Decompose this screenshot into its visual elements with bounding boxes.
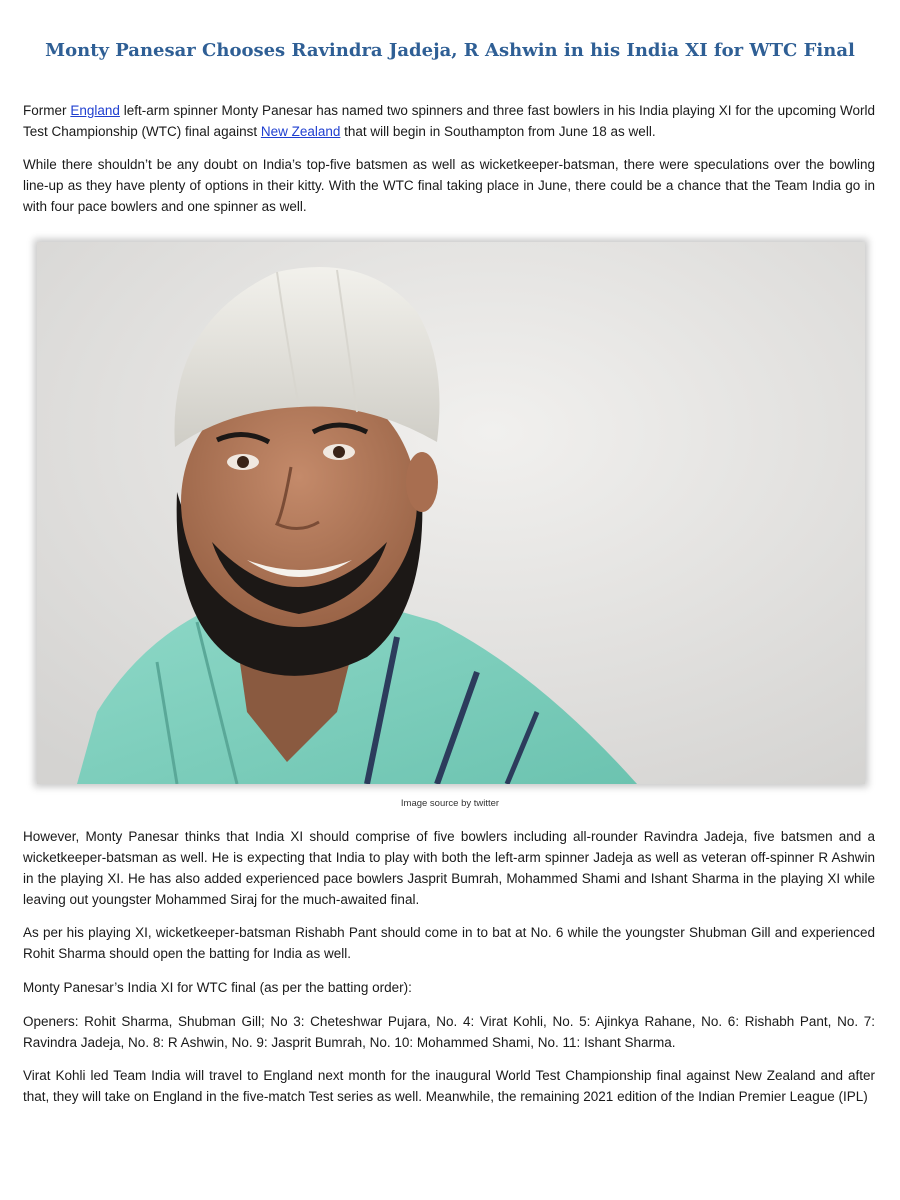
paragraph-intro (23, 100, 875, 142)
link-england[interactable]: England (70, 103, 120, 118)
paragraph-schedule: Virat Kohli led Team India will travel to England next month for the inaugural World Test Championship final against New Zealand and after that, they will take on England in the five-match Test series as well. Meanwhile, the remaining 2021 edition of the Indian Premier League (IPL) (23, 1068, 875, 1104)
paragraph-bowling-lineup: While there shouldn’t be any doubt on India’s top-five batsmen as well as wicketkeeper-batsman, there were speculations over the bowling line-up as they have plenty of options in their kitty. With the WTC final taking place in June, there could be a chance that the Team India go in with four pace bowlers and one spinner as well. (23, 157, 875, 214)
image-caption: Image source by twitter (400, 798, 500, 809)
paragraph-panesar-view: However, Monty Panesar thinks that India XI should comprise of five bowlers including all-rounder Ravindra Jadeja, five batsmen and a wicketkeeper-batsman as well. He is expecting that India to play with both the left-arm spinner Jadeja as well as veteran off-spinner R Ashwin in the playing XI. He has also added experienced pace bowlers Jasprit Bumrah, Mohammed Shami and Ishant Sharma in the playing XI while leaving out youngster Mohammed Siraj for the much-awaited final. (23, 829, 875, 907)
paragraph-xi-list: Openers: Rohit Sharma, Shubman Gill; No 3: Cheteshwar Pujara, No. 4: Virat Kohli, No. 5: Ajinkya Rahane, No. 6: Rishabh Pant, No. 7: Ravindra Jadeja, No. 8: R Ashwin, No. 9: Jasprit Bumrah, No. 10: Mohammed Shami, No. 11: Ishant Sharma. (23, 1014, 875, 1050)
paragraph-text: left-arm spinner Monty Panesar has named two spinners and three fast bowlers in his India playing XI for the upcoming World Test Championship (WTC) final against (23, 103, 875, 139)
player-photo (37, 242, 865, 784)
paragraph-xi-heading: Monty Panesar’s India XI for WTC final (as per the batting order): (23, 980, 412, 995)
paragraph-batting-order: As per his playing XI, wicketkeeper-batsman Rishabh Pant should come in to bat at No. 6 while the youngster Shubman Gill and experienced Rohit Sharma should open the batting for India as well. (23, 925, 875, 961)
link-new-zealand[interactable]: New Zealand (260, 124, 341, 139)
article-title: Monty Panesar Chooses Ravindra Jadeja, R Ashwin in his India XI for WTC Final (45, 40, 855, 61)
paragraph-text: Former (23, 103, 71, 118)
paragraph-text: that will begin in Southampton from June 18 as well. (340, 124, 656, 139)
portrait-photo-icon (37, 242, 865, 784)
